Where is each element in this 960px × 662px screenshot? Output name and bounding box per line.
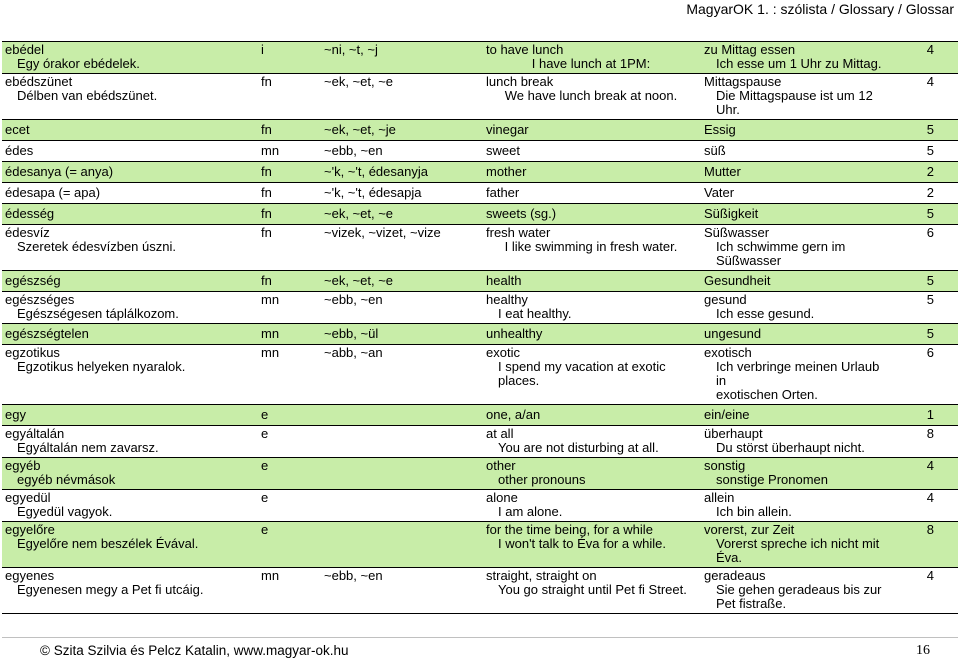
level-number-text: 5 bbox=[926, 326, 934, 341]
german-translation-text: geradeaus bbox=[704, 568, 766, 583]
word-forms bbox=[320, 568, 482, 614]
glossary-row bbox=[2, 490, 958, 522]
hungarian-term bbox=[2, 345, 257, 405]
hungarian-term-example: egyéb névmások bbox=[17, 472, 116, 487]
german-translation-text: überhaupt bbox=[704, 426, 763, 441]
level-number-text: 8 bbox=[926, 522, 934, 537]
german-translation bbox=[700, 345, 891, 405]
level-number-text: 5 bbox=[926, 292, 934, 307]
level-number bbox=[891, 120, 958, 141]
german-translation-example: Du störst überhaupt nicht. bbox=[716, 440, 865, 455]
hungarian-term-example: Egyenesen megy a Pet fi utcáig. bbox=[17, 582, 204, 597]
english-translation-example: I like swimming in fresh water. bbox=[504, 239, 678, 254]
word-forms bbox=[320, 74, 482, 120]
german-translation-example: Vorerst spreche ich nicht mit Éva. bbox=[716, 536, 883, 565]
english-translation-text: one, a/an bbox=[486, 407, 541, 422]
german-translation bbox=[700, 292, 891, 324]
german-translation-text: vorerst, zur Zeit bbox=[704, 522, 795, 537]
hungarian-term bbox=[2, 405, 257, 426]
hungarian-term-text: egzotikus bbox=[5, 345, 60, 360]
german-translation-example: sonstige Pronomen bbox=[716, 472, 829, 487]
english-translation bbox=[482, 292, 700, 324]
english-translation-example: I spend my vacation at exotic places. bbox=[498, 359, 666, 388]
level-number-text: 6 bbox=[926, 225, 934, 240]
hungarian-term bbox=[2, 162, 257, 183]
level-number bbox=[891, 204, 958, 225]
english-translation-example: other pronouns bbox=[498, 472, 586, 487]
german-translation bbox=[700, 141, 891, 162]
part-of-speech-text: mn bbox=[261, 326, 280, 341]
part-of-speech-text: i bbox=[261, 42, 264, 57]
part-of-speech bbox=[257, 74, 320, 120]
hungarian-term bbox=[2, 426, 257, 458]
english-translation bbox=[482, 324, 700, 345]
hungarian-term-text: édesség bbox=[5, 206, 55, 221]
part-of-speech-text: fn bbox=[261, 185, 272, 200]
hungarian-term-text: egyenes bbox=[5, 568, 55, 583]
english-translation-text: straight, straight on bbox=[486, 568, 597, 583]
english-translation-text: for the time being, for a while bbox=[486, 522, 653, 537]
glossary-body bbox=[2, 42, 958, 614]
word-forms-text: ~ek, ~et, ~e bbox=[324, 206, 394, 221]
hungarian-term-text: egészséges bbox=[5, 292, 75, 307]
word-forms bbox=[320, 141, 482, 162]
hungarian-term-text: édesvíz bbox=[5, 225, 50, 240]
part-of-speech-text: fn bbox=[261, 273, 272, 288]
hungarian-term-example: Délben van ebédszünet. bbox=[17, 88, 158, 103]
german-translation-text: Mittagspause bbox=[704, 74, 782, 89]
part-of-speech bbox=[257, 426, 320, 458]
hungarian-term-text: egyéb bbox=[5, 458, 41, 473]
word-forms bbox=[320, 225, 482, 271]
glossary-row bbox=[2, 225, 958, 271]
english-translation-example: You go straight until Pet fi Street. bbox=[498, 582, 687, 597]
english-translation bbox=[482, 204, 700, 225]
level-number bbox=[891, 324, 958, 345]
hungarian-term bbox=[2, 42, 257, 74]
part-of-speech-text: mn bbox=[261, 143, 280, 158]
english-translation-text: vinegar bbox=[486, 122, 529, 137]
word-forms bbox=[320, 204, 482, 225]
hungarian-term-text: édesanya (= anya) bbox=[5, 164, 114, 179]
english-translation bbox=[482, 568, 700, 614]
word-forms bbox=[320, 292, 482, 324]
hungarian-term-text: ebédel bbox=[5, 42, 45, 57]
german-translation bbox=[700, 271, 891, 292]
word-forms-text: ~ek, ~et, ~je bbox=[324, 122, 396, 137]
part-of-speech bbox=[257, 345, 320, 405]
hungarian-term-text: egészség bbox=[5, 273, 61, 288]
english-translation-example: I am alone. bbox=[498, 504, 563, 519]
glossary-row bbox=[2, 522, 958, 568]
level-number bbox=[891, 426, 958, 458]
english-translation bbox=[482, 183, 700, 204]
glossary-row bbox=[2, 120, 958, 141]
hungarian-term-text: ebédszünet bbox=[5, 74, 73, 89]
german-translation bbox=[700, 324, 891, 345]
glossary-row bbox=[2, 426, 958, 458]
english-translation-text: fresh water bbox=[486, 225, 551, 240]
part-of-speech bbox=[257, 42, 320, 74]
hungarian-term bbox=[2, 292, 257, 324]
level-number bbox=[891, 183, 958, 204]
hungarian-term bbox=[2, 324, 257, 345]
hungarian-term-text: ecet bbox=[5, 122, 30, 137]
german-translation bbox=[700, 183, 891, 204]
english-translation-text: mother bbox=[486, 164, 527, 179]
level-number bbox=[891, 490, 958, 522]
english-translation-example: I have lunch at 1PM: bbox=[531, 56, 651, 71]
level-number-text: 2 bbox=[926, 185, 934, 200]
hungarian-term bbox=[2, 490, 257, 522]
word-forms bbox=[320, 458, 482, 490]
level-number bbox=[891, 271, 958, 292]
part-of-speech-text: fn bbox=[261, 164, 272, 179]
word-forms bbox=[320, 405, 482, 426]
word-forms bbox=[320, 271, 482, 292]
glossary-row bbox=[2, 324, 958, 345]
hungarian-term-text: édes bbox=[5, 143, 34, 158]
german-translation bbox=[700, 225, 891, 271]
level-number-text: 2 bbox=[926, 164, 934, 179]
german-translation bbox=[700, 568, 891, 614]
part-of-speech bbox=[257, 458, 320, 490]
part-of-speech bbox=[257, 225, 320, 271]
level-number bbox=[891, 345, 958, 405]
glossary-row bbox=[2, 345, 958, 405]
hungarian-term-text: édesapa (= apa) bbox=[5, 185, 101, 200]
word-forms bbox=[320, 162, 482, 183]
part-of-speech-text: mn bbox=[261, 568, 280, 583]
hungarian-term-text: egyedül bbox=[5, 490, 51, 505]
german-translation-text: sonstig bbox=[704, 458, 746, 473]
page-header-title: MagyarOK 1. : szólista / Glossary / Glossar bbox=[686, 1, 954, 17]
german-translation-example: Ich verbringe meinen Urlaub in exotischen Orten. bbox=[716, 359, 880, 402]
german-translation-example: Ich esse gesund. bbox=[716, 306, 815, 321]
english-translation bbox=[482, 225, 700, 271]
glossary-row bbox=[2, 405, 958, 426]
word-forms-text: ~ek, ~et, ~e bbox=[324, 273, 394, 288]
german-translation-text: Vater bbox=[704, 185, 735, 200]
part-of-speech-text: e bbox=[261, 407, 269, 422]
level-number bbox=[891, 162, 958, 183]
german-translation-text: Essig bbox=[704, 122, 736, 137]
german-translation bbox=[700, 458, 891, 490]
english-translation-example: I won't talk to Éva for a while. bbox=[498, 536, 666, 551]
glossary-row bbox=[2, 183, 958, 204]
german-translation-example: Sie gehen geradeaus bis zur Pet fistraße. bbox=[716, 582, 882, 611]
level-number bbox=[891, 292, 958, 324]
word-forms-text: ~vizek, ~vizet, ~vize bbox=[324, 225, 441, 240]
word-forms-text: ~'k, ~'t, édesapja bbox=[324, 185, 422, 200]
footer-divider bbox=[2, 637, 958, 638]
german-translation bbox=[700, 162, 891, 183]
glossary-row bbox=[2, 162, 958, 183]
english-translation-example: We have lunch break at noon. bbox=[504, 88, 678, 103]
german-translation bbox=[700, 490, 891, 522]
german-translation-text: ein/eine bbox=[704, 407, 750, 422]
german-translation bbox=[700, 204, 891, 225]
word-forms-text: ~ni, ~t, ~j bbox=[324, 42, 378, 57]
part-of-speech-text: mn bbox=[261, 292, 280, 307]
level-number bbox=[891, 42, 958, 74]
hungarian-term-example: Egyáltalán nem zavarsz. bbox=[17, 440, 159, 455]
word-forms-text: ~ebb, ~en bbox=[324, 143, 383, 158]
part-of-speech bbox=[257, 162, 320, 183]
level-number-text: 4 bbox=[926, 458, 934, 473]
hungarian-term-text: egy bbox=[5, 407, 26, 422]
english-translation bbox=[482, 458, 700, 490]
word-forms bbox=[320, 490, 482, 522]
level-number-text: 8 bbox=[926, 426, 934, 441]
level-number-text: 4 bbox=[926, 490, 934, 505]
english-translation-text: sweet bbox=[486, 143, 520, 158]
part-of-speech bbox=[257, 204, 320, 225]
word-forms-text: ~abb, ~an bbox=[324, 345, 383, 360]
level-number bbox=[891, 141, 958, 162]
level-number bbox=[891, 458, 958, 490]
english-translation bbox=[482, 42, 700, 74]
english-translation bbox=[482, 271, 700, 292]
german-translation-text: ungesund bbox=[704, 326, 762, 341]
hungarian-term-example: Egyedül vagyok. bbox=[17, 504, 113, 519]
level-number bbox=[891, 225, 958, 271]
hungarian-term-text: egyelőre bbox=[5, 522, 55, 537]
english-translation-text: healthy bbox=[486, 292, 528, 307]
german-translation-text: Mutter bbox=[704, 164, 741, 179]
page-number: 16 bbox=[916, 643, 930, 658]
level-number-text: 5 bbox=[926, 273, 934, 288]
german-translation-text: allein bbox=[704, 490, 735, 505]
english-translation bbox=[482, 162, 700, 183]
part-of-speech bbox=[257, 271, 320, 292]
part-of-speech bbox=[257, 568, 320, 614]
english-translation-text: alone bbox=[486, 490, 518, 505]
level-number-text: 1 bbox=[926, 407, 934, 422]
german-translation bbox=[700, 426, 891, 458]
english-translation-text: father bbox=[486, 185, 520, 200]
english-translation bbox=[482, 405, 700, 426]
level-number-text: 6 bbox=[926, 345, 934, 360]
level-number-text: 4 bbox=[926, 74, 934, 89]
english-translation-example: You are not disturbing at all. bbox=[498, 440, 659, 455]
hungarian-term bbox=[2, 74, 257, 120]
english-translation-text: other bbox=[486, 458, 516, 473]
german-translation bbox=[700, 405, 891, 426]
part-of-speech-text: e bbox=[261, 490, 269, 505]
glossary-row bbox=[2, 568, 958, 614]
english-translation-text: to have lunch bbox=[486, 42, 564, 57]
german-translation bbox=[700, 42, 891, 74]
word-forms bbox=[320, 345, 482, 405]
english-translation bbox=[482, 74, 700, 120]
german-translation-text: gesund bbox=[704, 292, 747, 307]
glossary-row bbox=[2, 204, 958, 225]
part-of-speech bbox=[257, 405, 320, 426]
german-translation-text: Süßwasser bbox=[704, 225, 770, 240]
part-of-speech-text: mn bbox=[261, 345, 280, 360]
hungarian-term-example: Szeretek édesvízben úszni. bbox=[17, 239, 176, 254]
part-of-speech-text: e bbox=[261, 522, 269, 537]
hungarian-term-example: Egyelőre nem beszélek Évával. bbox=[17, 536, 199, 551]
word-forms-text: ~ebb, ~ül bbox=[324, 326, 379, 341]
hungarian-term-text: egyáltalán bbox=[5, 426, 65, 441]
word-forms bbox=[320, 183, 482, 204]
german-translation-text: Gesundheit bbox=[704, 273, 771, 288]
word-forms bbox=[320, 426, 482, 458]
hungarian-term bbox=[2, 522, 257, 568]
english-translation-text: unhealthy bbox=[486, 326, 543, 341]
level-number bbox=[891, 568, 958, 614]
word-forms bbox=[320, 324, 482, 345]
german-translation-example: Die Mittagspause ist um 12 Uhr. bbox=[716, 88, 877, 117]
hungarian-term bbox=[2, 568, 257, 614]
level-number bbox=[891, 74, 958, 120]
german-translation-text: Süßigkeit bbox=[704, 206, 759, 221]
word-forms bbox=[320, 42, 482, 74]
part-of-speech-text: fn bbox=[261, 206, 272, 221]
part-of-speech-text: fn bbox=[261, 74, 272, 89]
level-number-text: 5 bbox=[926, 122, 934, 137]
german-translation-example: Ich esse um 1 Uhr zu Mittag. bbox=[716, 56, 882, 71]
glossary-row bbox=[2, 292, 958, 324]
german-translation bbox=[700, 74, 891, 120]
word-forms-text: ~ebb, ~en bbox=[324, 292, 383, 307]
glossary-row bbox=[2, 74, 958, 120]
glossary-row bbox=[2, 458, 958, 490]
part-of-speech-text: fn bbox=[261, 122, 272, 137]
part-of-speech bbox=[257, 141, 320, 162]
word-forms-text: ~'k, ~'t, édesanyja bbox=[324, 164, 428, 179]
level-number bbox=[891, 522, 958, 568]
english-translation-text: sweets (sg.) bbox=[486, 206, 557, 221]
hungarian-term bbox=[2, 204, 257, 225]
german-translation-example: Ich bin allein. bbox=[716, 504, 792, 519]
level-number-text: 5 bbox=[926, 143, 934, 158]
glossary-table bbox=[2, 41, 958, 614]
german-translation bbox=[700, 120, 891, 141]
english-translation-example: I eat healthy. bbox=[498, 306, 572, 321]
hungarian-term bbox=[2, 141, 257, 162]
hungarian-term bbox=[2, 271, 257, 292]
word-forms bbox=[320, 522, 482, 568]
hungarian-term bbox=[2, 183, 257, 204]
level-number bbox=[891, 405, 958, 426]
glossary-row bbox=[2, 42, 958, 74]
part-of-speech bbox=[257, 120, 320, 141]
german-translation-text: zu Mittag essen bbox=[704, 42, 796, 57]
footer-copyright: © Szita Szilvia és Pelcz Katalin, www.magyar-ok.hu bbox=[40, 643, 349, 658]
german-translation bbox=[700, 522, 891, 568]
part-of-speech bbox=[257, 292, 320, 324]
word-forms-text: ~ebb, ~en bbox=[324, 568, 383, 583]
part-of-speech bbox=[257, 490, 320, 522]
hungarian-term bbox=[2, 120, 257, 141]
english-translation bbox=[482, 120, 700, 141]
german-translation-example: Ich schwimme gern im Süßwasser bbox=[716, 239, 849, 268]
hungarian-term-text: egészségtelen bbox=[5, 326, 89, 341]
english-translation-text: lunch break bbox=[486, 74, 554, 89]
level-number-text: 4 bbox=[926, 42, 934, 57]
hungarian-term-example: Egzotikus helyeken nyaralok. bbox=[17, 359, 186, 374]
german-translation-text: süß bbox=[704, 143, 726, 158]
english-translation bbox=[482, 490, 700, 522]
english-translation-text: exotic bbox=[486, 345, 520, 360]
glossary-row bbox=[2, 141, 958, 162]
part-of-speech-text: fn bbox=[261, 225, 272, 240]
part-of-speech-text: e bbox=[261, 458, 269, 473]
part-of-speech-text: e bbox=[261, 426, 269, 441]
english-translation-text: health bbox=[486, 273, 522, 288]
english-translation-text: at all bbox=[486, 426, 514, 441]
part-of-speech bbox=[257, 522, 320, 568]
level-number-text: 4 bbox=[926, 568, 934, 583]
level-number-text: 5 bbox=[926, 206, 934, 221]
part-of-speech bbox=[257, 324, 320, 345]
german-translation-text: exotisch bbox=[704, 345, 752, 360]
part-of-speech bbox=[257, 183, 320, 204]
word-forms-text: ~ek, ~et, ~e bbox=[324, 74, 394, 89]
english-translation bbox=[482, 426, 700, 458]
hungarian-term-example: Egy órakor ebédelek. bbox=[17, 56, 140, 71]
hungarian-term bbox=[2, 458, 257, 490]
hungarian-term-example: Egészségesen táplálkozom. bbox=[17, 306, 179, 321]
hungarian-term bbox=[2, 225, 257, 271]
glossary-row bbox=[2, 271, 958, 292]
word-forms bbox=[320, 120, 482, 141]
english-translation bbox=[482, 522, 700, 568]
english-translation bbox=[482, 345, 700, 405]
english-translation bbox=[482, 141, 700, 162]
